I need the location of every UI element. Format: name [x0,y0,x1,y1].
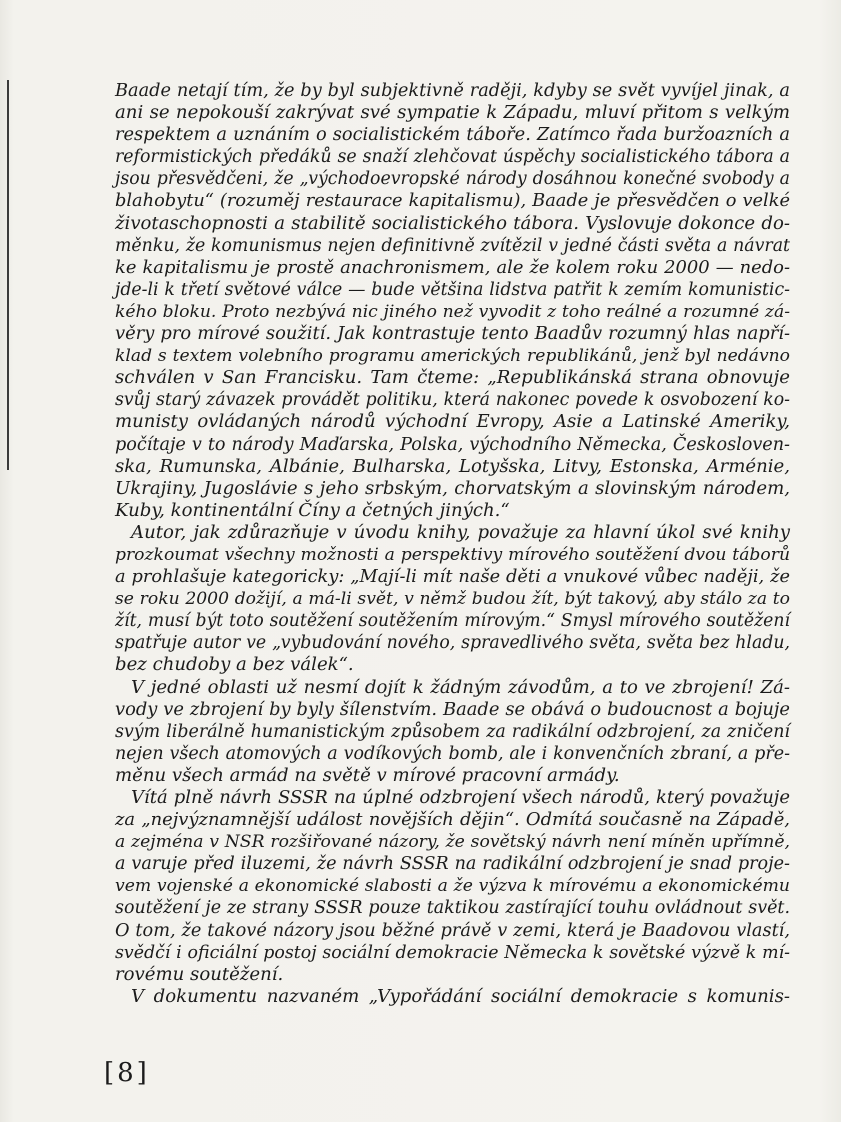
text-line: a varuje před iluzemi, že návrh SSSR na radikální odzbrojení je snad proje- [115,854,790,875]
text-line: ke kapitalismu je prostě anachronismem, ale že kolem roku 2000 — nedo- [115,256,790,278]
text-line: spatřuje autor ve „vybudování nového, spravedlivého světa, světa bez hladu, [115,633,790,654]
text-line: kého bloku. Proto nezbývá nic jiného než vyvodit z toho reálné a rozumné zá- [115,301,790,322]
text-line: a prohlašuje kategoricky: „Mají-li mít naše děti a vnukové vůbec naději, že [115,567,790,588]
text-line: O tom, že takové názory jsou běžné právě v zemi, která je Baadovou vlastí, [115,920,790,941]
text-line: ska, Rumunska, Albánie, Bulharska, Lotyšska, Litvy, Estonska, Arménie, [115,455,790,477]
text-line: V jedné oblasti už nesmí dojít k žádným závodům, a to ve zbrojení! Zá- [131,676,790,698]
text-line: svůj starý závazek provádět politiku, která nakonec povede k osvobození ko- [115,390,790,411]
text-line: za „nejvýznamnější událost novějších dějin“. Odmítá současně na Západě, [115,809,790,831]
text-line: schválen v San Francisku. Tam čteme: „Republikánská strana obnovuje [115,367,790,389]
text-line: životaschopnosti a stabilitě socialistického tábora. Vyslovuje dokonce do- [115,212,790,234]
text-line: munisty ovládaných národů východní Evropy, Asie a Latinské Ameriky, [115,411,790,433]
body-text [115,80,790,1008]
text-line: měnku, že komunismus nejen definitivně zvítězil v jedné části světa a návrat [115,235,790,256]
text-line: svědčí i oficiální postoj sociální demokracie Německa k sovětské výzvě k mí- [115,942,790,963]
text-line: věry pro mírové soužití. Jak kontrastuje tento Baadův rozumný hlas napří- [115,323,790,345]
text-line: jde-li k třetí světové válce — bude většina lidstva patřit k zemím komunistic- [115,279,790,300]
text-line: žít, musí být toto soutěžení soutěžením mírovým.“ Smysl mírového soutěžení [115,611,790,632]
text-line: počítaje v to národy Maďarska, Polska, východního Německa, Českosloven- [115,434,790,455]
text-line: Baade netají tím, že by byl subjektivně raději, kdyby se svět vyvíjel jinak, a [115,81,790,101]
text-line: V dokumentu nazvaném „Vypořádání sociální demokracie s komunis- [131,985,790,1007]
text-line: rovému soutěžení. [115,963,284,985]
page-number: [8] [104,1058,150,1088]
text-line: ani se nepokouší zakrývat své sympatie k Západu, mluví přitom s velkým [115,102,790,124]
text-line: Ukrajiny, Jugoslávie s jeho srbským, chorvatským a slovinským národem, [115,477,790,499]
text-line: a zejména v NSR rozšiřované názory, že sovětský návrh není míněn upřímně, [115,832,790,853]
text-line: jsou přesvědčeni, že „východoevropské národy dosáhnou konečné svobody a [115,169,790,190]
page-edge-line [7,80,9,470]
text-line: Vítá plně návrh SSSR na úplné odzbrojení všech národů, který považuje [131,787,790,808]
text-line: se roku 2000 dožijí, a má-li svět, v němž budou žít, být takový, aby stálo za to [115,589,790,610]
text-line: nejen všech atomových a vodíkových bomb, ale i konvenčních zbraní, a pře- [115,743,790,764]
text-line: svým liberálně humanistickým způsobem za radikální odzbrojení, za zničení [115,721,790,742]
text-line: reformistických předáků se snaží zlehčovat úspěchy socialistického tábora a [115,147,790,168]
text-line: prozkoumat všechny možnosti a perspektivy mírového soutěžení dvou táborů [115,544,790,565]
text-line: respektem a uznáním o socialistickém táboře. Zatímco řada buržoazních a [115,124,790,146]
text-line: Autor, jak zdůrazňuje v úvodu knihy, považuje za hlavní úkol své knihy [131,521,790,543]
text-line: bez chudoby a bez válek“. [115,654,354,676]
text-line: vem vojenské a ekonomické slabosti a že výzva k mírovému a ekonomickému [115,876,790,897]
text-line: měnu všech armád na světě v mírové pracovní armády. [115,764,620,786]
text-line: vody ve zbrojení by byly šílenstvím. Baade se obává o budoucnost a bojuje [115,698,790,720]
text-line: klad s textem volebního programu amerických republikánů, jenž byl nedávno [115,346,790,367]
text-line: soutěžení je ze strany SSSR pouze taktikou zastírající touhu ovládnout svět. [115,898,790,919]
text-line: blahobytu“ (rozuměj restaurace kapitalismu), Baade je přesvědčen o velké [115,191,790,212]
text-line: Kuby, kontinentální Číny a četných jiných.“ [115,499,510,521]
